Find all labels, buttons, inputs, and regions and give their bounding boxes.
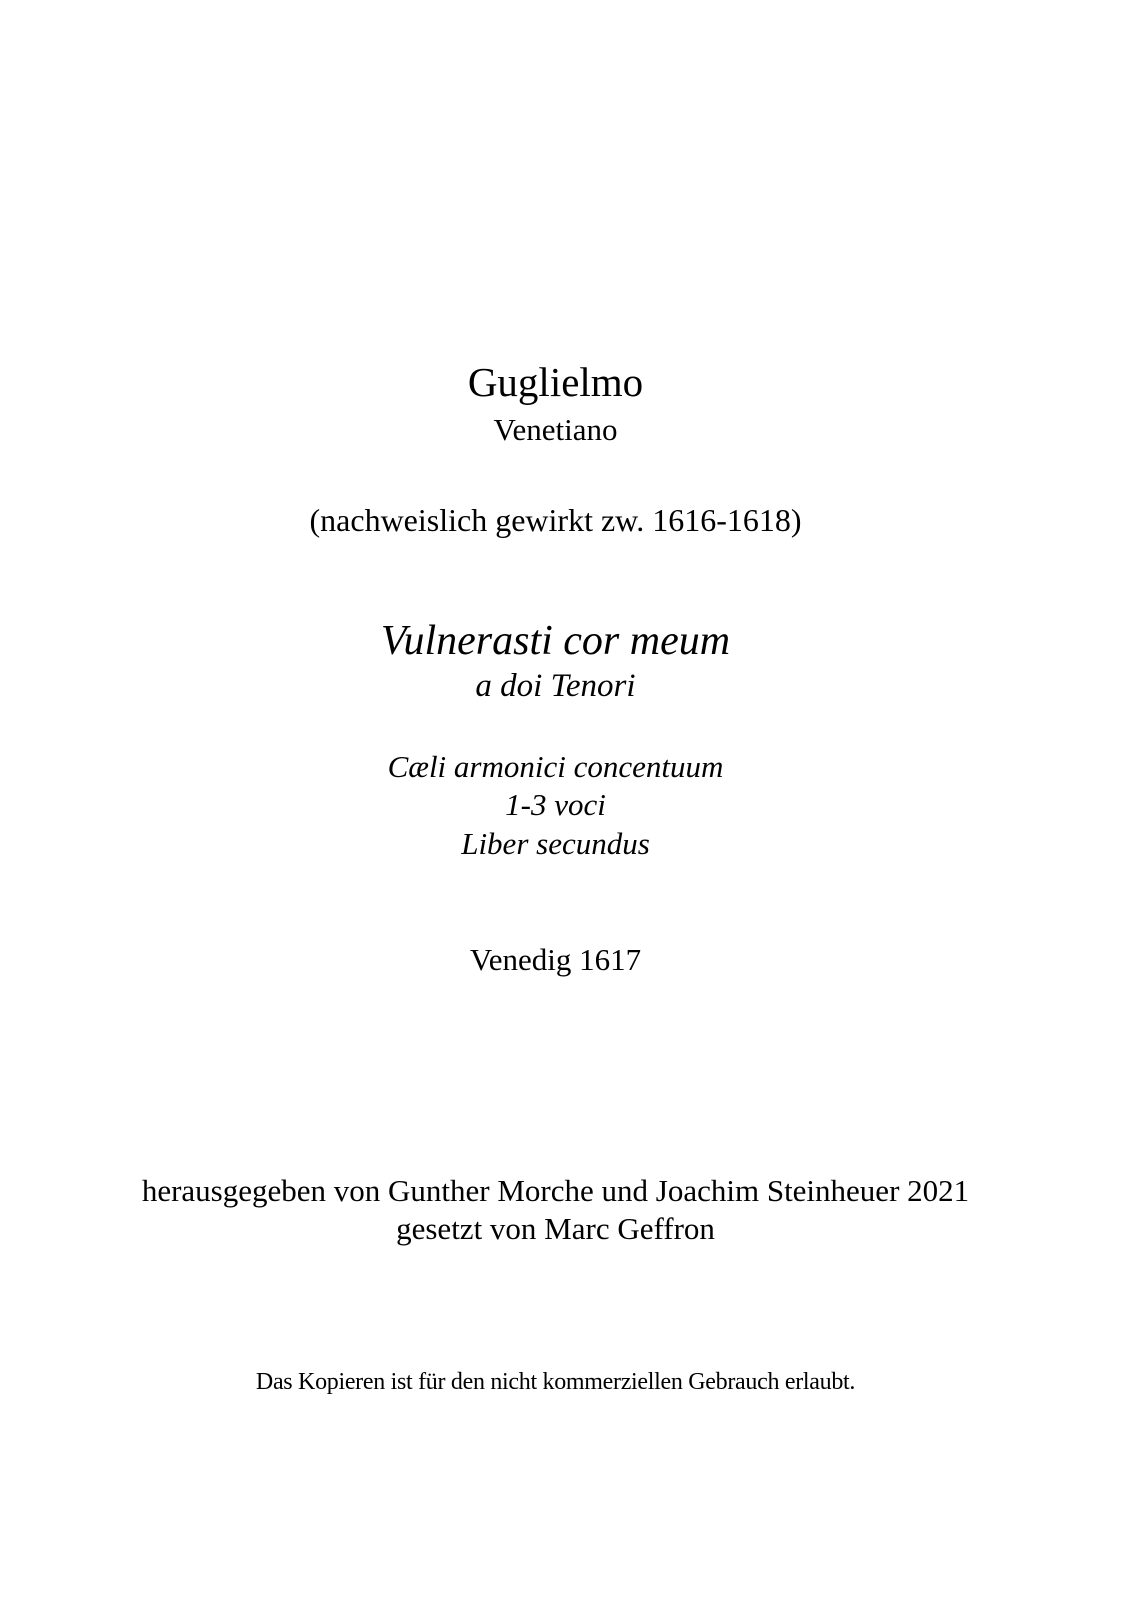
composer-name: Guglielmo [467,359,644,405]
source-place-year: Venedig 1617 [469,942,642,977]
work-title: Vulnerasti cor meum [380,618,731,664]
credits-typesetter: gesetzt von Marc Geffron [396,1211,715,1246]
composer-dates: (nachweislich gewirkt zw. 1616-1618) [309,502,802,538]
composer-epithet: Venetiano [493,412,618,447]
source-collection: Cæli armonici concentuum [387,749,724,784]
license-note: Das Kopieren ist für den nicht kommerziellen Gebrauch erlaubt. [255,1369,856,1395]
source-book: Liber secundus [461,826,650,861]
source-voices: 1-3 voci [505,787,606,822]
work-scoring: a doi Tenori [475,668,636,704]
credits-editors: herausgegeben von Gunther Morche und Joachim Steinheuer 2021 [141,1173,970,1208]
